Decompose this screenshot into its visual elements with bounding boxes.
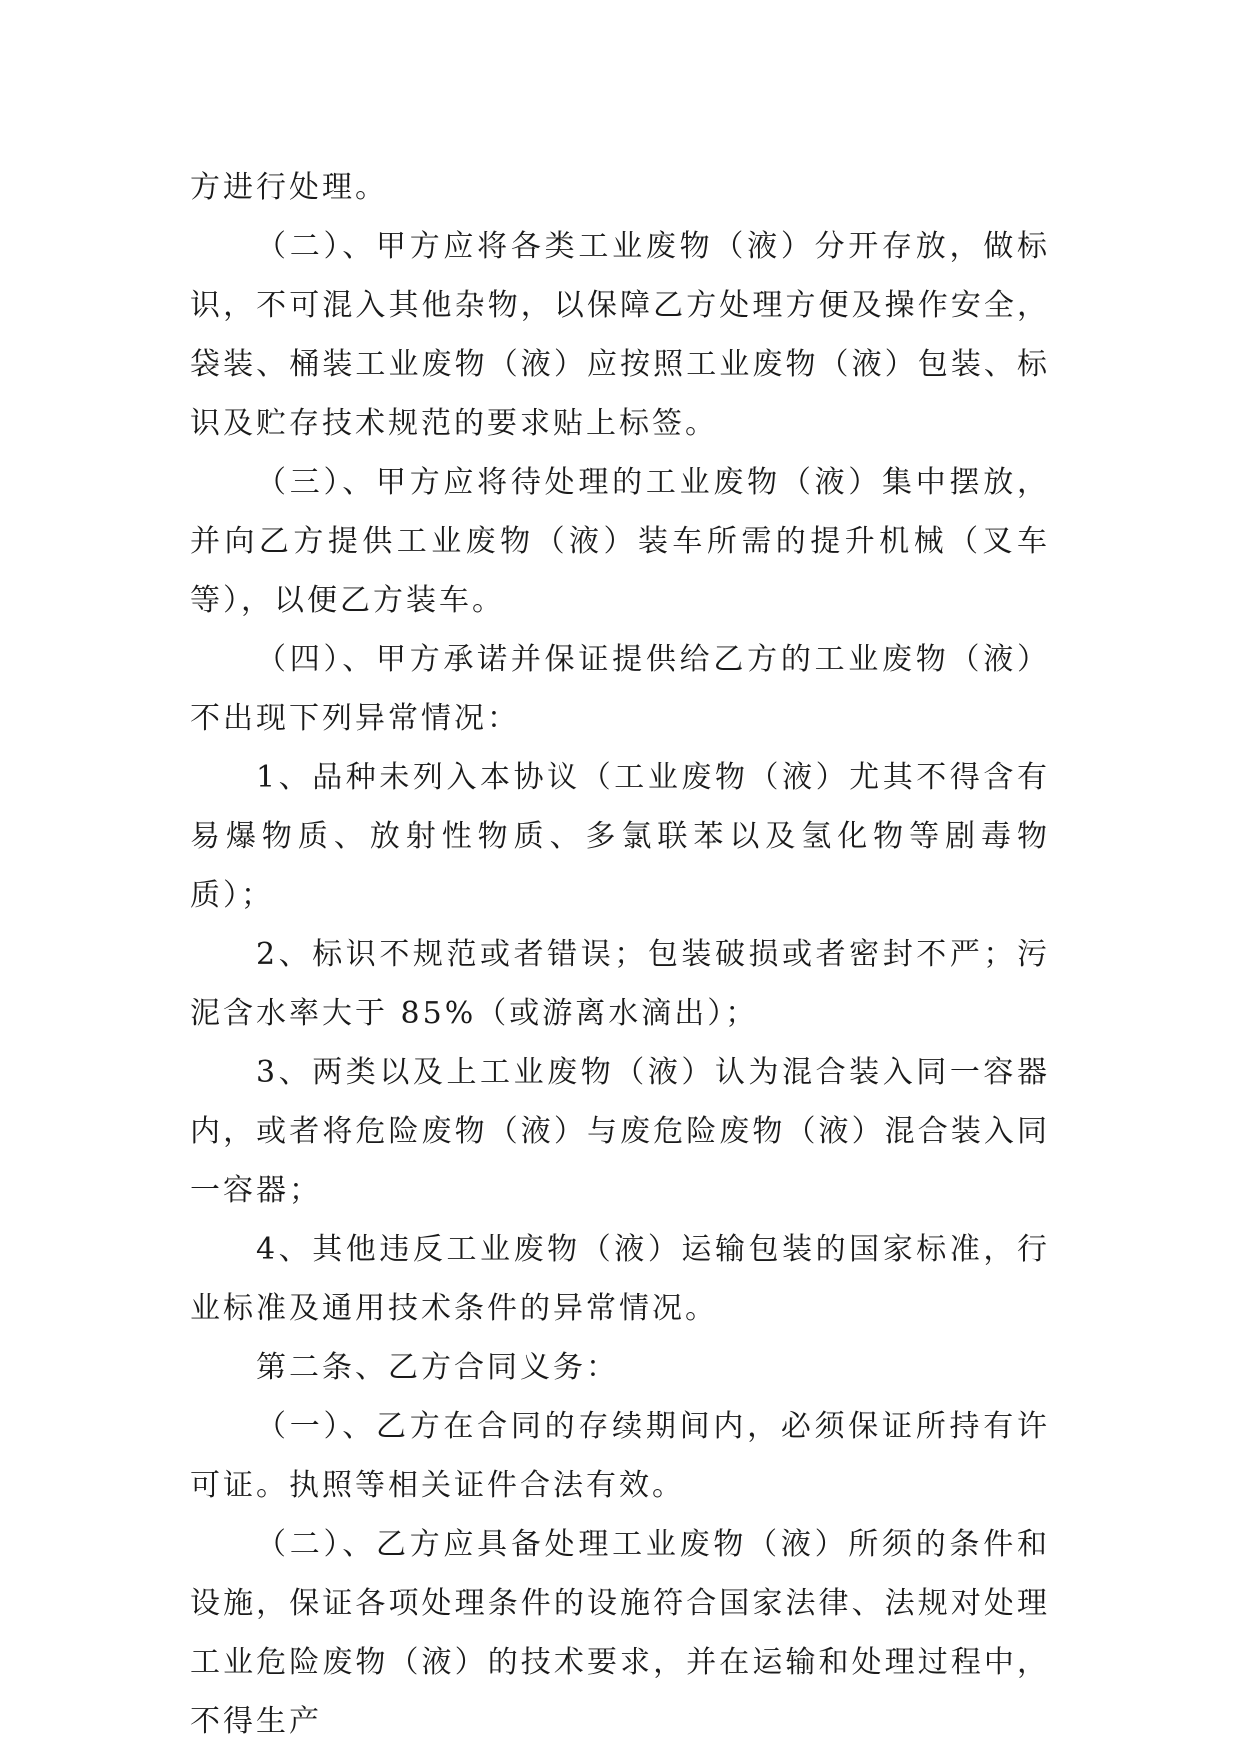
paragraph-4: （四）、甲方承诺并保证提供给乙方的工业废物（液）不出现下列异常情况： (190, 642, 1050, 736)
paragraph-10: （二）、乙方应具备处理工业废物（液）所须的条件和设施，保证各项处理条件的设施符合国家法律、法规对处理工业危险废物（液）的技术要求，并在运输和处理过程中，不得生产 (190, 1527, 1050, 1739)
paragraph-5: 1、品种未列入本协议（工业废物（液）尤其不得含有易爆物质、放射性物质、多氯联苯以及氢化物等剧毒物质）； (190, 760, 1050, 913)
paragraph-6: 2、标识不规范或者错误；包装破损或者密封不严；污泥含水率大于 85%（或游离水滴出）； (190, 937, 1050, 1031)
paragraph-1: 方进行处理。 (190, 170, 388, 205)
paragraph-8: 4、其他违反工业废物（液）运输包装的国家标准，行业标准及通用技术条件的异常情况。 (190, 1232, 1050, 1326)
section-heading: 第二条、乙方合同义务： (256, 1350, 619, 1385)
paragraph-3: （三）、甲方应将待处理的工业废物（液）集中摆放，并向乙方提供工业废物（液）装车所需的提升机械（叉车等），以便乙方装车。 (190, 465, 1050, 618)
paragraph-2: （二）、甲方应将各类工业废物（液）分开存放，做标识，不可混入其他杂物，以保障乙方处理方便及操作安全，袋装、桶装工业废物（液）应按照工业废物（液）包装、标识及贮存技术规范的要求贴上标签。 (190, 229, 1050, 441)
paragraph-9: （一）、乙方在合同的存续期间内，必须保证所持有许可证。执照等相关证件合法有效。 (190, 1409, 1050, 1503)
document-body (190, 158, 1050, 1751)
paragraph-7: 3、两类以及上工业废物（液）认为混合装入同一容器内，或者将危险废物（液）与废危险废物（液）混合装入同一容器； (190, 1055, 1050, 1208)
